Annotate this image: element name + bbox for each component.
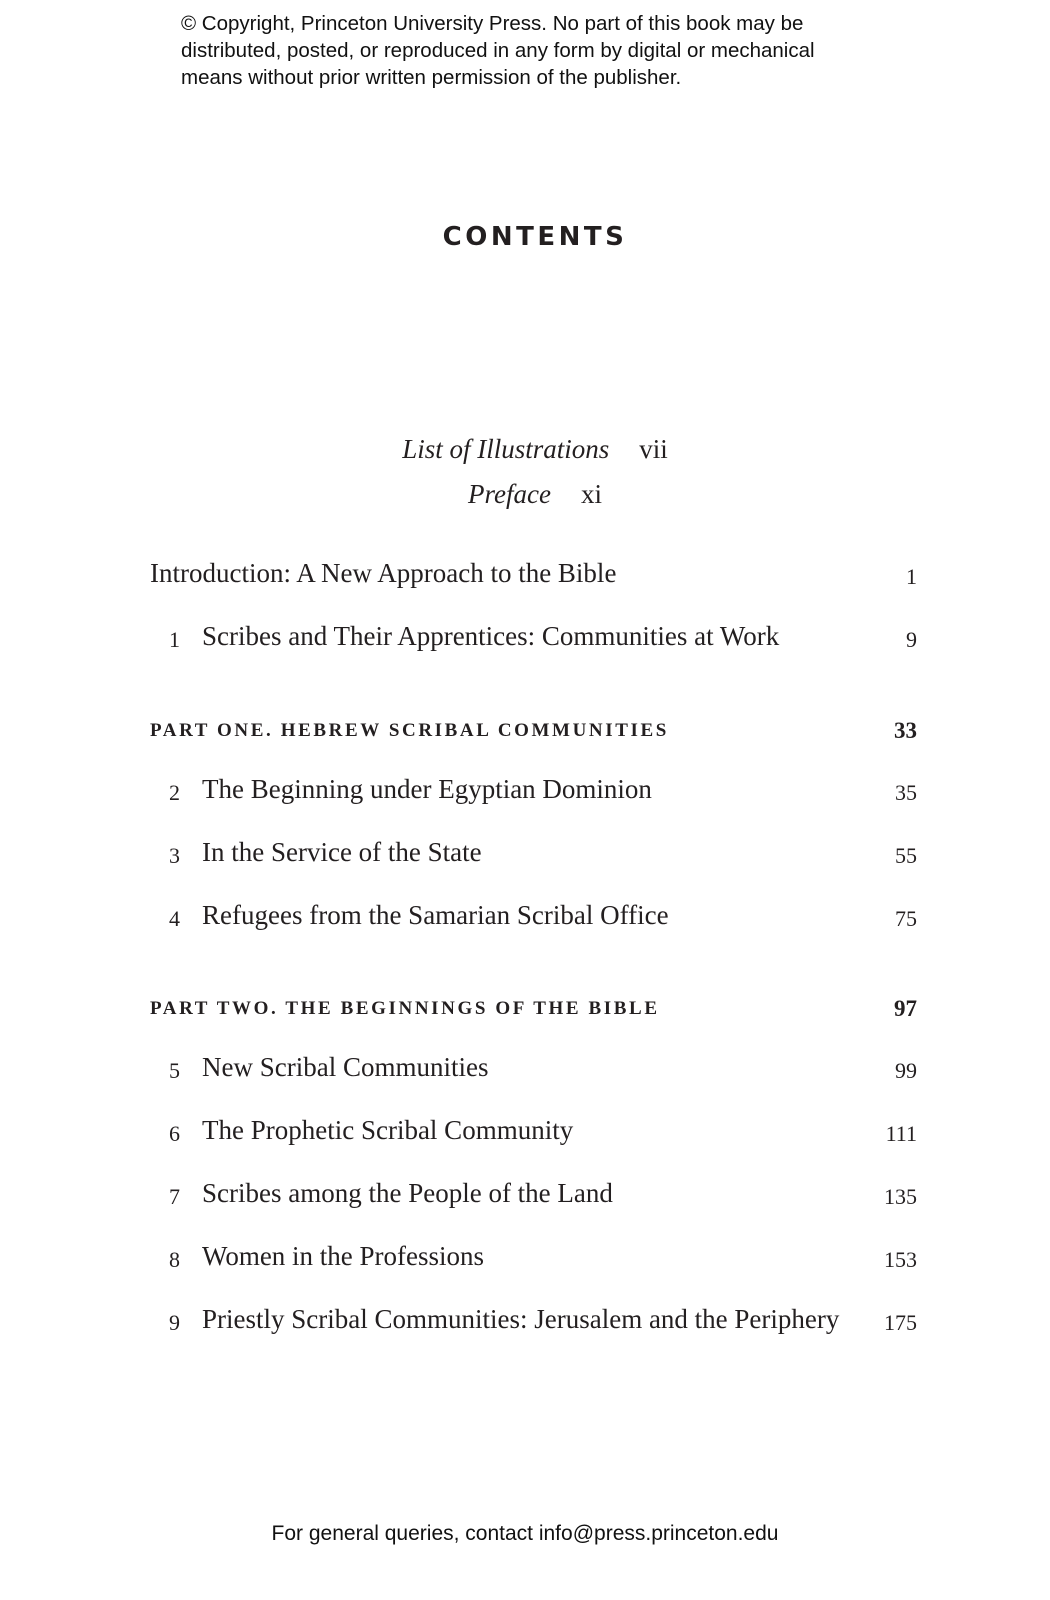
- toc-page: 35: [895, 780, 917, 805]
- toc-chapter: [150, 621, 917, 661]
- chapter-number: 8: [169, 1247, 180, 1272]
- copyright-notice: [181, 10, 901, 91]
- toc-page: 75: [895, 906, 917, 931]
- toc-page: 111: [885, 1121, 917, 1146]
- chapter-number: 2: [169, 780, 180, 805]
- toc-title: Scribes among the People of the Land: [202, 1178, 613, 1208]
- toc-page: 9: [906, 627, 917, 652]
- toc-title: Introduction: A New Approach to the Bible: [150, 558, 617, 588]
- toc-chapter: [150, 774, 917, 814]
- toc-title: Priestly Scribal Communities: Jerusalem and the Periphery: [202, 1304, 840, 1334]
- part-page: 97: [894, 996, 917, 1021]
- chapter-number: 9: [169, 1310, 180, 1335]
- toc-title: In the Service of the State: [202, 837, 482, 867]
- toc-chapter: [150, 1241, 917, 1281]
- toc-page: 99: [895, 1058, 917, 1083]
- toc-page: 153: [884, 1247, 917, 1272]
- front-matter-entry: [0, 479, 1050, 510]
- toc-page: 1: [906, 564, 917, 589]
- part-page: 33: [894, 718, 917, 743]
- chapter-number: 1: [169, 627, 180, 652]
- toc-page: 55: [895, 843, 917, 868]
- toc-introduction: [150, 558, 917, 598]
- toc-title: The Beginning under Egyptian Dominion: [202, 774, 652, 804]
- toc-chapter: [150, 900, 917, 940]
- toc-chapter: [150, 837, 917, 877]
- toc-chapter: [150, 1052, 917, 1092]
- front-matter-page: vii: [639, 434, 668, 464]
- chapter-number: 3: [169, 843, 180, 868]
- toc-page: 175: [884, 1310, 917, 1335]
- footer-contact: For general queries, contact info@press.princeton.edu: [271, 1522, 779, 1545]
- chapter-number: 4: [169, 906, 180, 931]
- front-matter-entry: [0, 434, 1050, 465]
- toc-part-heading: [150, 996, 917, 1026]
- toc-chapter: [150, 1115, 917, 1155]
- toc-part-heading: [150, 718, 917, 748]
- chapter-number: 6: [169, 1121, 180, 1146]
- toc-page: 135: [884, 1184, 917, 1209]
- front-matter-title: List of Illustrations: [402, 434, 610, 464]
- copyright-line: © Copyright, Princeton University Press. No part of this book may be: [181, 12, 804, 35]
- page-title: CONTENTS: [442, 222, 628, 252]
- toc-title: Scribes and Their Apprentices: Communities at Work: [202, 621, 780, 651]
- copyright-line: distributed, posted, or reproduced in any form by digital or mechanical: [181, 39, 815, 62]
- front-matter-page: xi: [580, 479, 602, 509]
- front-matter-title: Preface: [468, 479, 551, 509]
- chapter-number: 7: [169, 1184, 180, 1209]
- toc-title: Refugees from the Samarian Scribal Office: [202, 900, 669, 930]
- chapter-number: 5: [169, 1058, 180, 1083]
- toc-chapter: [150, 1178, 917, 1218]
- part-title: PART ONE. HEBREW SCRIBAL COMMUNITIES: [150, 720, 669, 741]
- toc-title: Women in the Professions: [202, 1241, 485, 1271]
- toc-title: New Scribal Communities: [202, 1052, 489, 1082]
- part-title: PART TWO. THE BEGINNINGS OF THE BIBLE: [150, 998, 660, 1019]
- copyright-line: means without prior written permission of the publisher.: [181, 66, 682, 89]
- toc-title: The Prophetic Scribal Community: [202, 1115, 574, 1145]
- toc-chapter: [150, 1304, 917, 1344]
